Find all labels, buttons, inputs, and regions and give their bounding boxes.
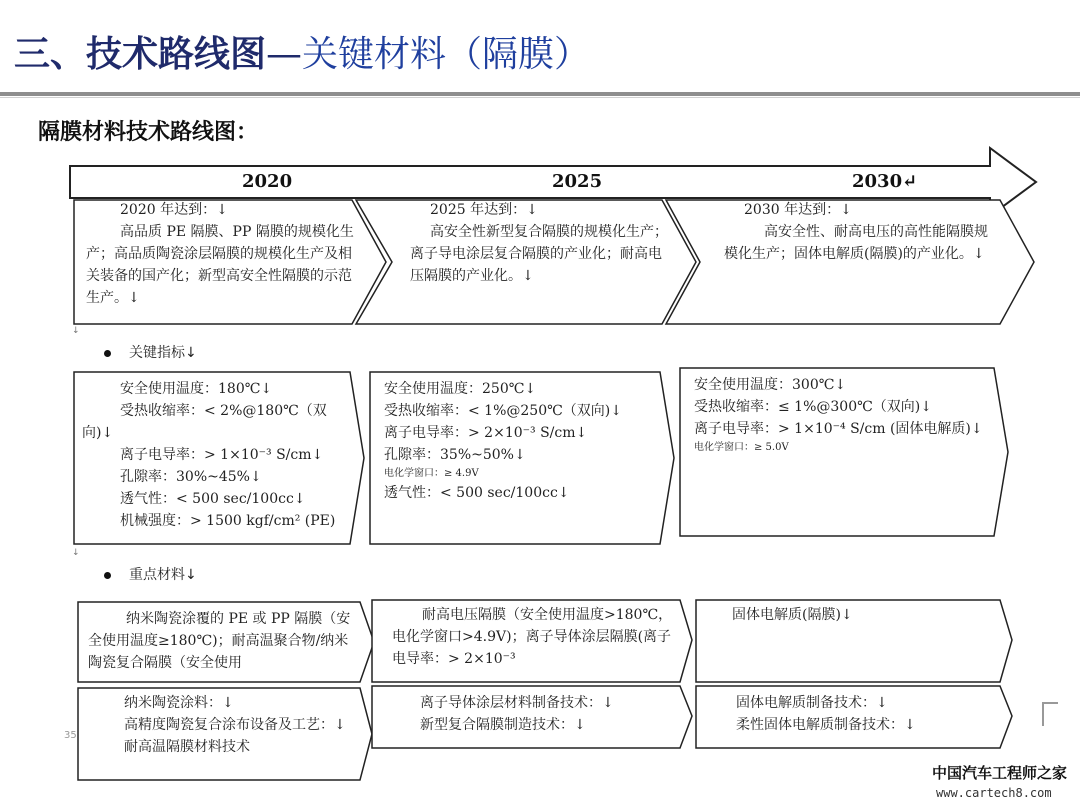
indicator-2030-small: 电化学窗口：≥ 5.0V: [694, 442, 789, 453]
goal-2020-body: 高品质 PE 隔膜、PP 隔膜的规模化生产；高品质陶瓷涂层隔膜的规模化生产及相关装备的国产化；新型高安全性隔膜的示范生产。↓: [86, 224, 354, 306]
bullet-material-label: 重点材料↓: [129, 567, 197, 583]
tech-2030-line-1: 固体电解质制备技术：↓: [736, 695, 888, 711]
indicator-2020-line-4: 孔隙率：30%~45%↓: [120, 469, 262, 485]
bullet-dot-2: [104, 572, 111, 579]
indicator-2020: [82, 378, 354, 532]
indicator-2020-line-5: 透气性：< 500 sec/100cc↓: [120, 491, 306, 507]
brand-logo: 中国汽车工程师之家: [932, 764, 1068, 782]
indicator-2025-line-3: 离子电导率：> 2×10⁻³ S/cm↓: [384, 425, 588, 441]
goal-2025: [410, 199, 672, 287]
tech-2030: [736, 692, 996, 736]
indicator-2025-line-5: 透气性：< 500 sec/100cc↓: [384, 485, 570, 501]
indicator-2025-line-1: 安全使用温度：250℃↓: [384, 381, 537, 397]
bullet-key-indicators: [104, 342, 197, 362]
indicator-2025-small: 电化学窗口：≥ 4.9V: [384, 468, 479, 479]
material-2025: [392, 604, 674, 674]
goal-2025-heading: 2025 年达到：↓: [430, 202, 538, 218]
tech-2020-line-2: 高精度陶瓷复合涂布设备及工艺：↓: [124, 717, 346, 733]
para-mark: ↓: [72, 326, 80, 336]
indicator-2025-line-4: 孔隙率：35%~50%↓: [384, 447, 526, 463]
goal-2030: [724, 199, 992, 265]
goal-2020-heading: 2020 年达到：↓: [120, 202, 228, 218]
brand-url: www.cartech8.com: [936, 786, 1052, 800]
indicator-2030-line-3: 离子电导率：> 1×10⁻⁴ S/cm (固体电解质)↓: [694, 421, 983, 437]
material-2020: [88, 608, 356, 678]
indicator-2030-line-1: 安全使用温度：300℃↓: [694, 377, 847, 393]
bullet-dot: [104, 350, 111, 357]
goal-2020: [86, 199, 362, 309]
tech-2025: [420, 692, 680, 736]
tech-2025-line-2: 新型复合隔膜制造技术：↓: [420, 717, 586, 733]
tech-2020-line-1: 纳米陶瓷涂料：↓: [124, 695, 234, 711]
indicator-2030: [694, 374, 994, 456]
tech-2020: [88, 692, 354, 776]
tech-2025-line-1: 离子导体涂层材料制备技术：↓: [420, 695, 614, 711]
indicator-2020-line-2: 受热收缩率：< 2%@180℃（双向)↓: [82, 403, 327, 441]
indicator-2025: [384, 378, 660, 504]
title-sub: 关键材料（隔膜）: [302, 34, 591, 75]
section-subtitle: 隔膜材料技术路线图：: [38, 120, 259, 145]
goal-2025-body: 高安全性新型复合隔膜的规模化生产；离子导电涂层复合隔膜的产业化；耐高电压隔膜的产业化。↓: [410, 224, 668, 284]
goal-2030-heading: 2030 年达到：↓: [744, 202, 852, 218]
tech-2030-line-2: 柔性固体电解质制备技术：↓: [736, 717, 916, 733]
year-2020: 2020: [242, 171, 293, 192]
year-2025: 2025: [552, 171, 603, 192]
goal-2030-body: 高安全性、耐高电压的高性能隔膜规模化生产；固体电解质(隔膜)的产业化。↓: [724, 224, 988, 262]
indicator-2020-line-3: 离子电导率：> 1×10⁻³ S/cm↓: [120, 447, 324, 463]
indicator-2025-line-2: 受热收缩率：< 1%@250℃（双向)↓: [384, 403, 622, 419]
bullet-key-label: 关键指标↓: [129, 345, 197, 361]
title-dash: —: [266, 34, 303, 75]
indicator-2020-line-1: 安全使用温度：180℃↓: [120, 381, 273, 397]
indicator-2030-line-2: 受热收缩率：≤ 1%@300℃（双向)↓: [694, 399, 932, 415]
corner-mark: [1042, 702, 1058, 726]
title-main: 三、技术路线图: [14, 34, 267, 75]
material-2020-text: 纳米陶瓷涂覆的 PE 或 PP 隔膜（安全使用温度≥180℃)；耐高温聚合物/纳米陶瓷复合隔膜（安全使用: [88, 611, 351, 671]
para-mark-2: ↓: [72, 548, 80, 558]
tech-2020-line-3: 耐高温隔膜材料技术: [124, 739, 250, 755]
material-2025-text: 耐高电压隔膜（安全使用温度>180℃，电化学窗口>4.9V)；离子导体涂层隔膜(离子电导率：> 2×10⁻³: [392, 607, 673, 667]
material-2030: [732, 604, 992, 626]
bullet-key-materials: [104, 564, 197, 584]
year-2030: 2030↵: [852, 171, 918, 192]
material-2030-text: 固体电解质(隔膜)↓: [732, 607, 853, 623]
indicator-2020-line-6: 机械强度：> 1500 kgf/cm² (PE): [120, 513, 336, 529]
page-number: 35: [64, 730, 77, 741]
